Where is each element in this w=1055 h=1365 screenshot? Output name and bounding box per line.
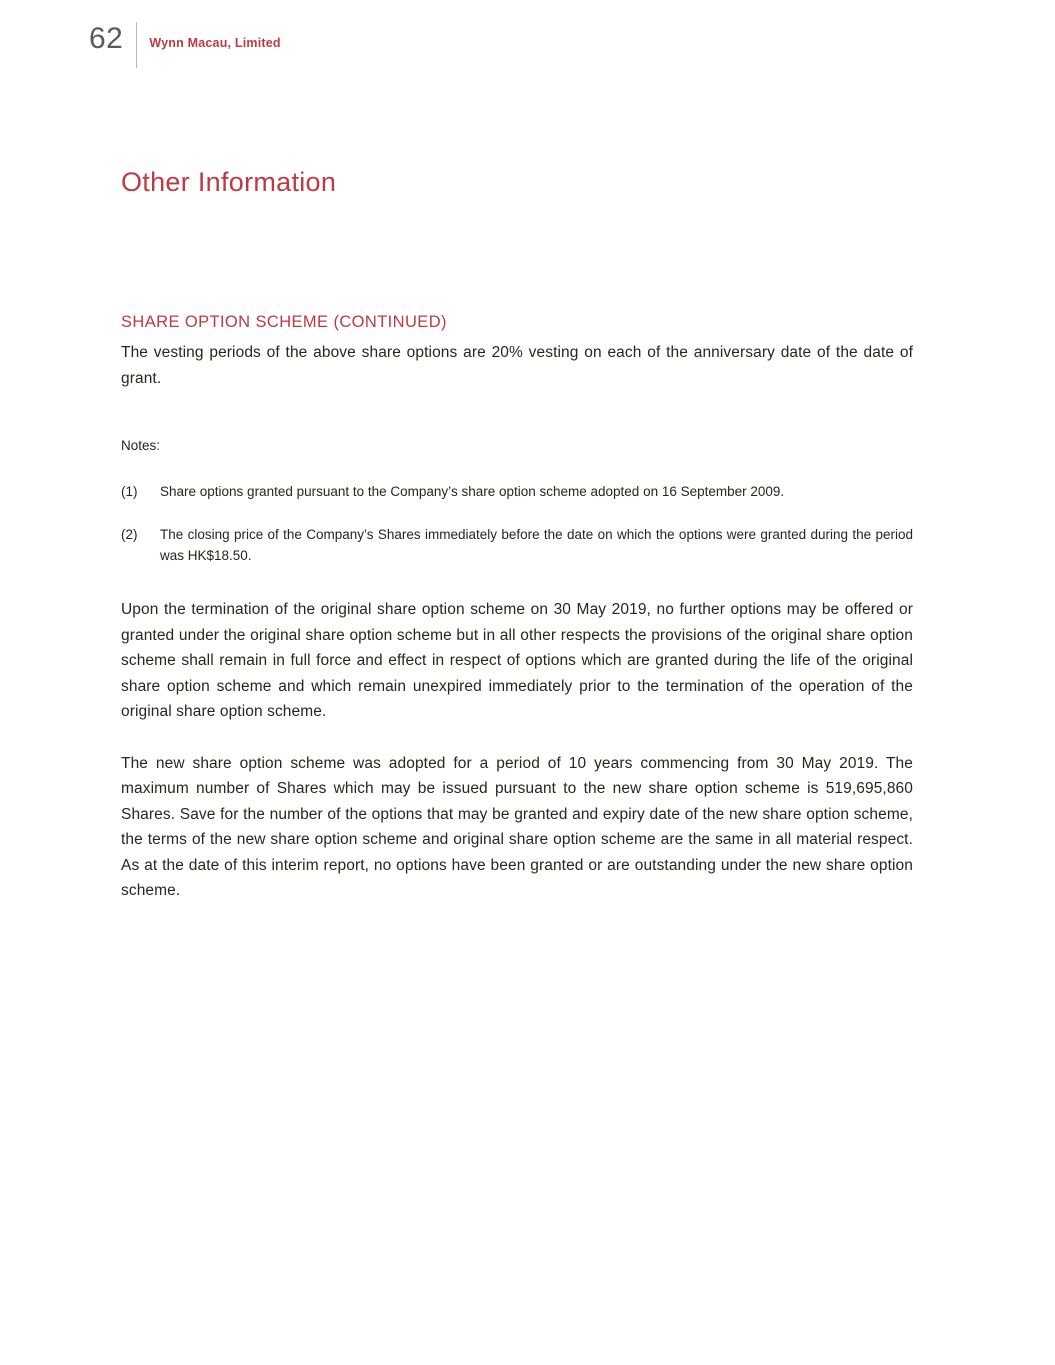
body-paragraph: The new share option scheme was adopted for a period of 10 years commencing from 30 May 2019. The maximum number of Shares which may be issued pursuant to the new share option scheme is 519,695,860 Shares. Save for the number of the options that may be granted and expiry date of the new share option scheme, the terms of the new share option scheme and original share option scheme are the same in all material respect. As at the date of this interim report, no options have been granted or are outstanding under the new share option scheme. bbox=[121, 754, 913, 899]
intro-paragraph: The vesting periods of the above share options are 20% vesting on each of the anniversary date of the date of grant. bbox=[121, 344, 913, 387]
body-paragraph: Upon the termination of the original share option scheme on 30 May 2019, no further options may be offered or granted under the original share option scheme but in all other respects the provisions of the original share option scheme shall remain in full force and effect in respect of options which are granted during the life of the original share option scheme and which remain unexpired immediately prior to the termination of the operation of the original share option scheme. bbox=[121, 601, 913, 720]
note-text: The closing price of the Company’s Shares immediately before the date on which the options were granted during the period was HK$18.50. bbox=[160, 527, 913, 563]
content-column bbox=[121, 0, 913, 904]
notes-label: Notes: bbox=[121, 438, 161, 453]
page-number: 62 bbox=[89, 22, 124, 55]
notes-list bbox=[121, 481, 913, 566]
company-name: Wynn Macau, Limited bbox=[149, 36, 281, 50]
note-number: (2) bbox=[121, 527, 138, 542]
section-heading: SHARE OPTION SCHEME (CONTINUED) bbox=[121, 313, 447, 331]
note-item bbox=[121, 524, 913, 566]
note-text: Share options granted pursuant to the Company’s share option scheme adopted on 16 September 2009. bbox=[160, 484, 785, 499]
note-number: (1) bbox=[121, 484, 138, 499]
note-item bbox=[121, 481, 913, 502]
page-title: Other Information bbox=[121, 167, 337, 197]
